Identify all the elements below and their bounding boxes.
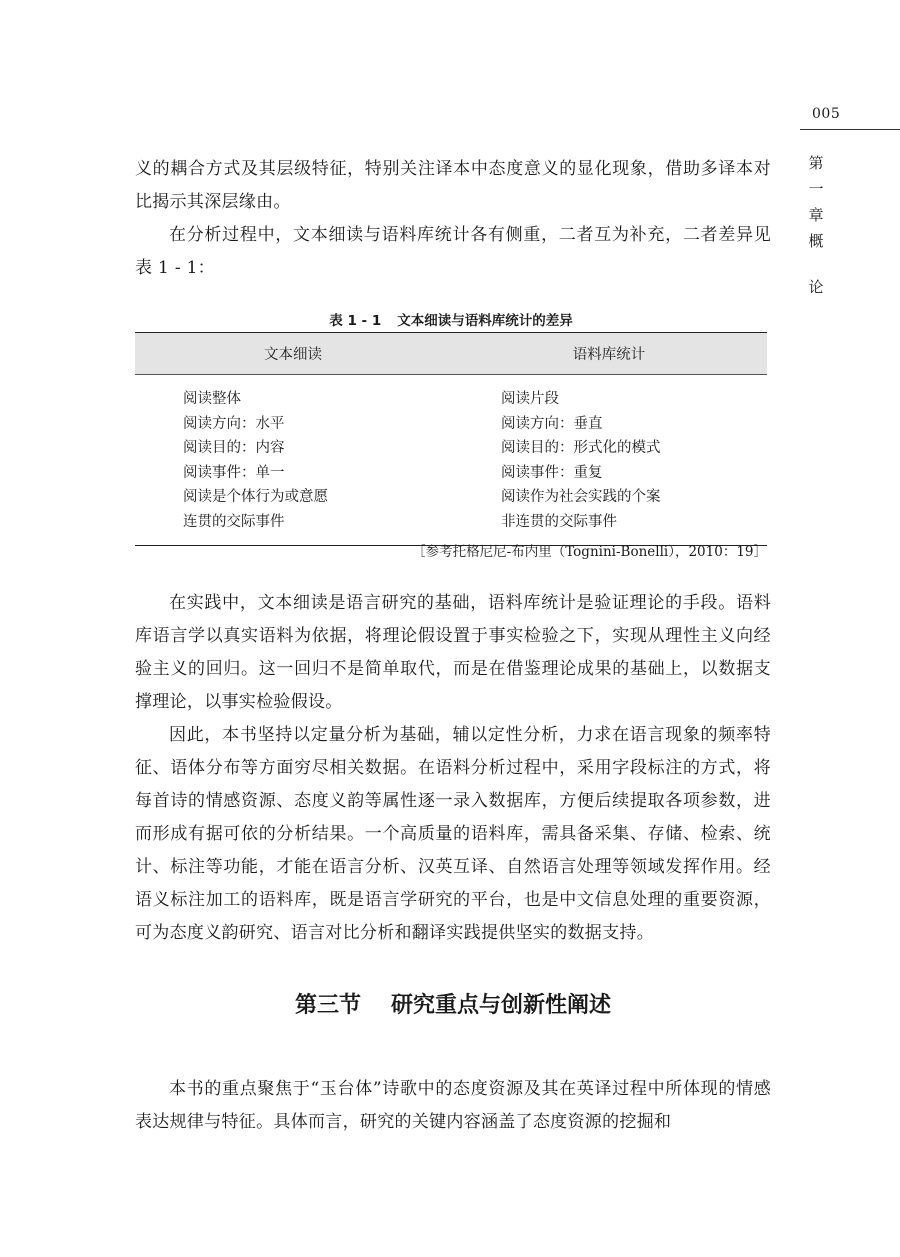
table-cell-line: 连贯的交际事件 bbox=[183, 513, 285, 530]
chapter-tab bbox=[800, 150, 832, 300]
paragraph: 因此，本书坚持以定量分析为基础，辅以定性分析，力求在语言现象的频率特征、语体分布等方面穷尽相关数据。在语料分析过程中，采用字段标注的方式，将每首诗的情感资源、态度义韵等属性逐一录入数据库，方便后续提取各项参数，进而形成有据可依的分析结果。一个高质量的语料库，需具备采集、存储、检索、统计、标注等功能，才能在语言分析、汉英互译、自然语言处理等领域发挥作用。经语义标注加工的语料库，既是语言学研究的平台，也是中文信息处理的重要资源，可为态度义韵研究、语言对比分析和翻译实践提供坚实的数据支持。 bbox=[135, 725, 771, 943]
chapter-tab-char: 章 bbox=[808, 206, 824, 224]
table-cell-line: 阅读目的：内容 bbox=[183, 440, 285, 457]
chapter-tab-char: 论 bbox=[808, 278, 824, 296]
table-header-close-reading: 文本细读 bbox=[135, 333, 451, 375]
chapter-tab-gap bbox=[800, 254, 832, 274]
table-source: ［参考托格尼尼-布内里（Tognini-Bonelli），2010：19］ bbox=[412, 544, 767, 560]
table-cell-corpus-statistics bbox=[451, 375, 767, 546]
body-text bbox=[135, 587, 771, 950]
chapter-tab-char: 一 bbox=[808, 180, 824, 198]
table-caption-title: 文本细读与语料库统计的差异 bbox=[397, 313, 573, 329]
table-cell-close-reading bbox=[135, 375, 451, 546]
section-number: 第三节 bbox=[294, 993, 361, 1018]
table-cell-line: 阅读片段 bbox=[501, 391, 559, 407]
paragraph: 在分析过程中，文本细读与语料库统计各有侧重，二者互为补充，二者差异见表 1 - 1： bbox=[135, 225, 771, 278]
table-header-corpus-statistics: 语料库统计 bbox=[451, 333, 767, 375]
table-cell-line: 阅读作为社会实践的个案 bbox=[501, 489, 661, 506]
table-cell-line: 阅读方向：水平 bbox=[183, 415, 285, 432]
comparison-table bbox=[135, 332, 767, 546]
section-text bbox=[135, 1073, 771, 1139]
table-cell-line: 阅读整体 bbox=[183, 391, 241, 407]
table-cell-line: 非连贯的交际事件 bbox=[501, 513, 617, 530]
paragraph: 在实践中，文本细读是语言研究的基础，语料库统计是验证理论的手段。语料库语言学以真实语料为依据，将理论假设置于事实检验之下，实现从理性主义向经验主义的回归。这一回归不是简单取代，而是在借鉴理论成果的基础上，以数据支撑理论，以事实检验假设。 bbox=[135, 593, 771, 712]
table-cell-line: 阅读目的：形式化的模式 bbox=[501, 440, 661, 457]
paragraph: 义的耦合方式及其层级特征，特别关注译本中态度意义的显化现象，借助多译本对比揭示其深层缘由。 bbox=[135, 159, 771, 212]
page-number: 005 bbox=[812, 106, 841, 122]
table-cell-line: 阅读事件：重复 bbox=[501, 464, 603, 481]
section-title: 研究重点与创新性阐述 bbox=[391, 993, 612, 1018]
header-rule bbox=[800, 129, 900, 130]
table-caption-number: 表 1 - 1 bbox=[329, 313, 382, 329]
table-caption bbox=[135, 309, 767, 329]
table-cell-line: 阅读是个体行为或意愿 bbox=[183, 489, 328, 506]
section-heading bbox=[135, 988, 771, 1019]
chapter-tab-char: 第 bbox=[808, 154, 824, 172]
intro-text bbox=[135, 153, 771, 285]
paragraph: 本书的重点聚焦于“玉台体”诗歌中的态度资源及其在英译过程中所体现的情感表达规律与特征。具体而言，研究的关键内容涵盖了态度资源的挖掘和 bbox=[135, 1079, 771, 1132]
chapter-tab-char: 概 bbox=[808, 232, 824, 250]
table-cell-line: 阅读方向：垂直 bbox=[501, 415, 603, 432]
table-cell-line: 阅读事件：单一 bbox=[183, 464, 285, 481]
